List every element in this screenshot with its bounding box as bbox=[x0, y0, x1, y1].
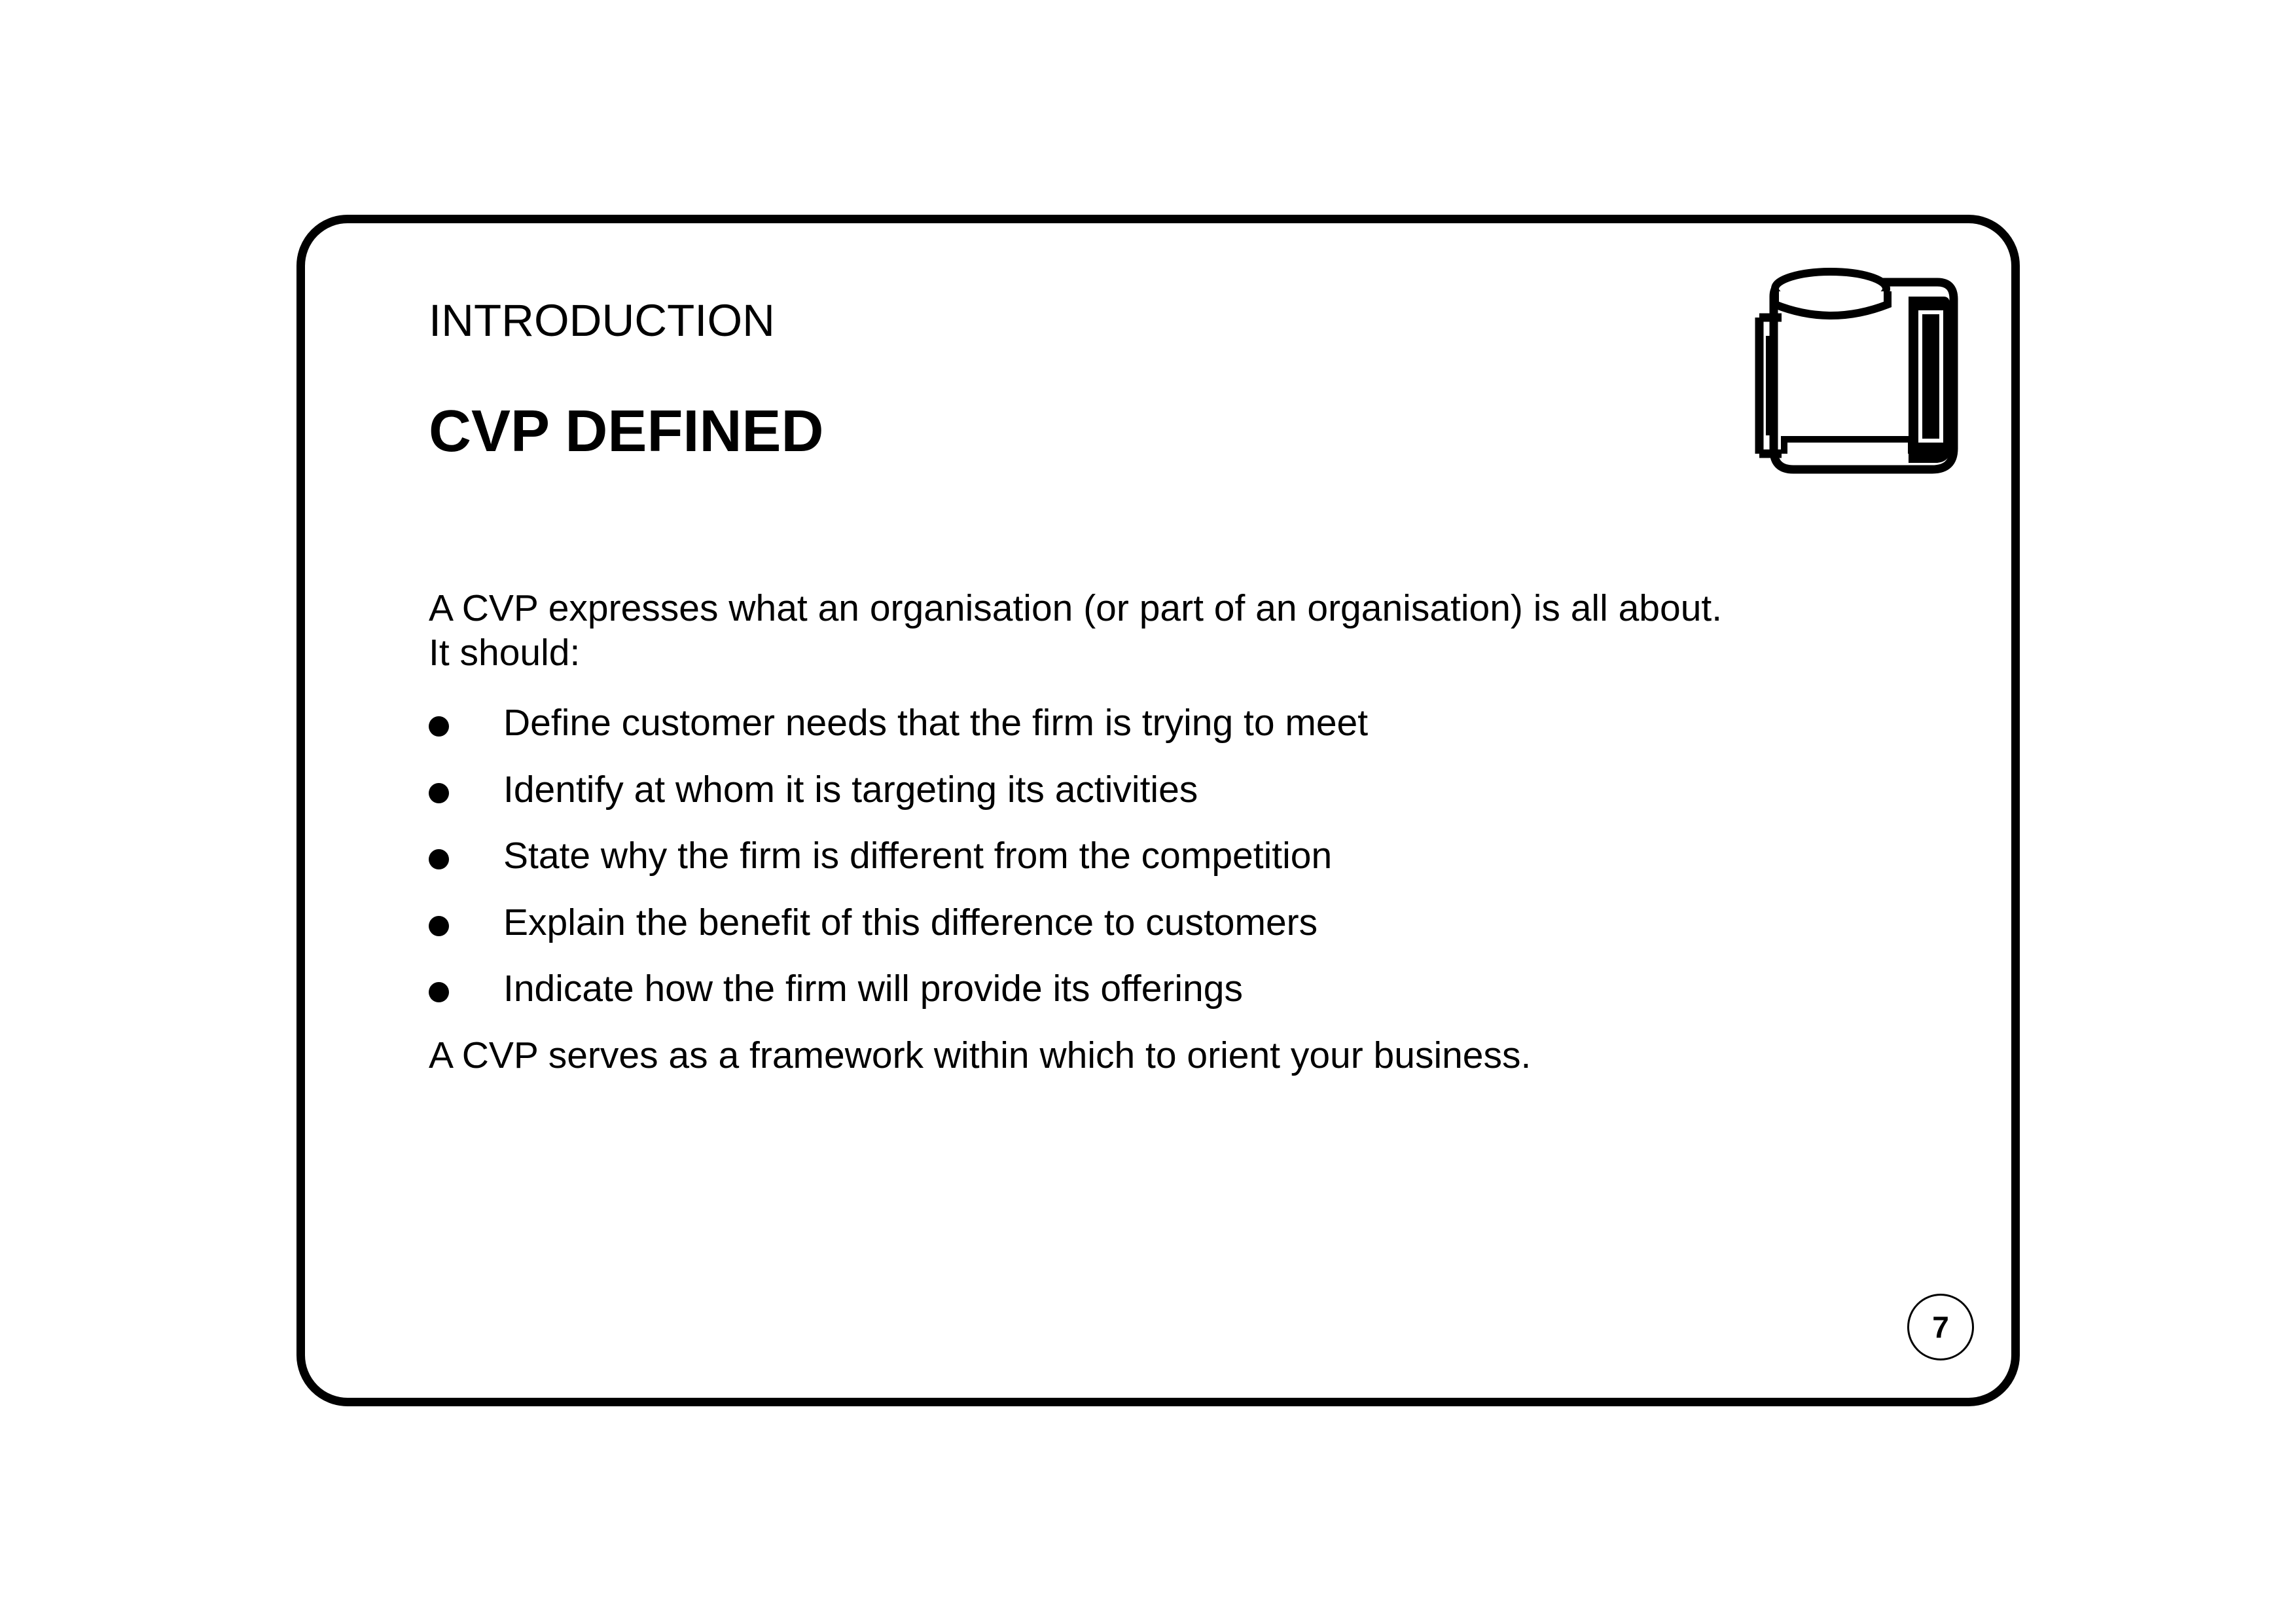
bullet-icon bbox=[429, 916, 449, 936]
bullet-icon bbox=[429, 716, 449, 737]
closing-sentence: A CVP serves as a framework within which to orient your business. bbox=[429, 1034, 1532, 1076]
page-title: CVP DEFINED bbox=[429, 399, 824, 464]
bullet-text: State why the firm is different from the competition bbox=[503, 835, 1333, 877]
bullet-text: Define customer needs that the firm is trying to meet bbox=[503, 702, 1369, 744]
binder-file-icon bbox=[1754, 259, 1970, 481]
intro-line-2: It should: bbox=[429, 632, 581, 674]
intro-line-1: A CVP expresses what an organisation (or part of an organisation) is all about. bbox=[429, 587, 1723, 629]
section-label: INTRODUCTION bbox=[429, 295, 775, 346]
bullet-icon bbox=[429, 783, 449, 803]
page-number-badge bbox=[1907, 1294, 1974, 1360]
bullet-text: Indicate how the firm will provide its offerings bbox=[503, 968, 1243, 1010]
bullet-icon bbox=[429, 982, 449, 1002]
page-number: 7 bbox=[1932, 1310, 1949, 1344]
bullet-icon bbox=[429, 849, 449, 869]
bullet-text: Explain the benefit of this difference to customers bbox=[503, 901, 1318, 943]
bullet-text: Identify at whom it is targeting its activities bbox=[503, 768, 1198, 811]
intro-paragraph bbox=[429, 586, 1934, 675]
